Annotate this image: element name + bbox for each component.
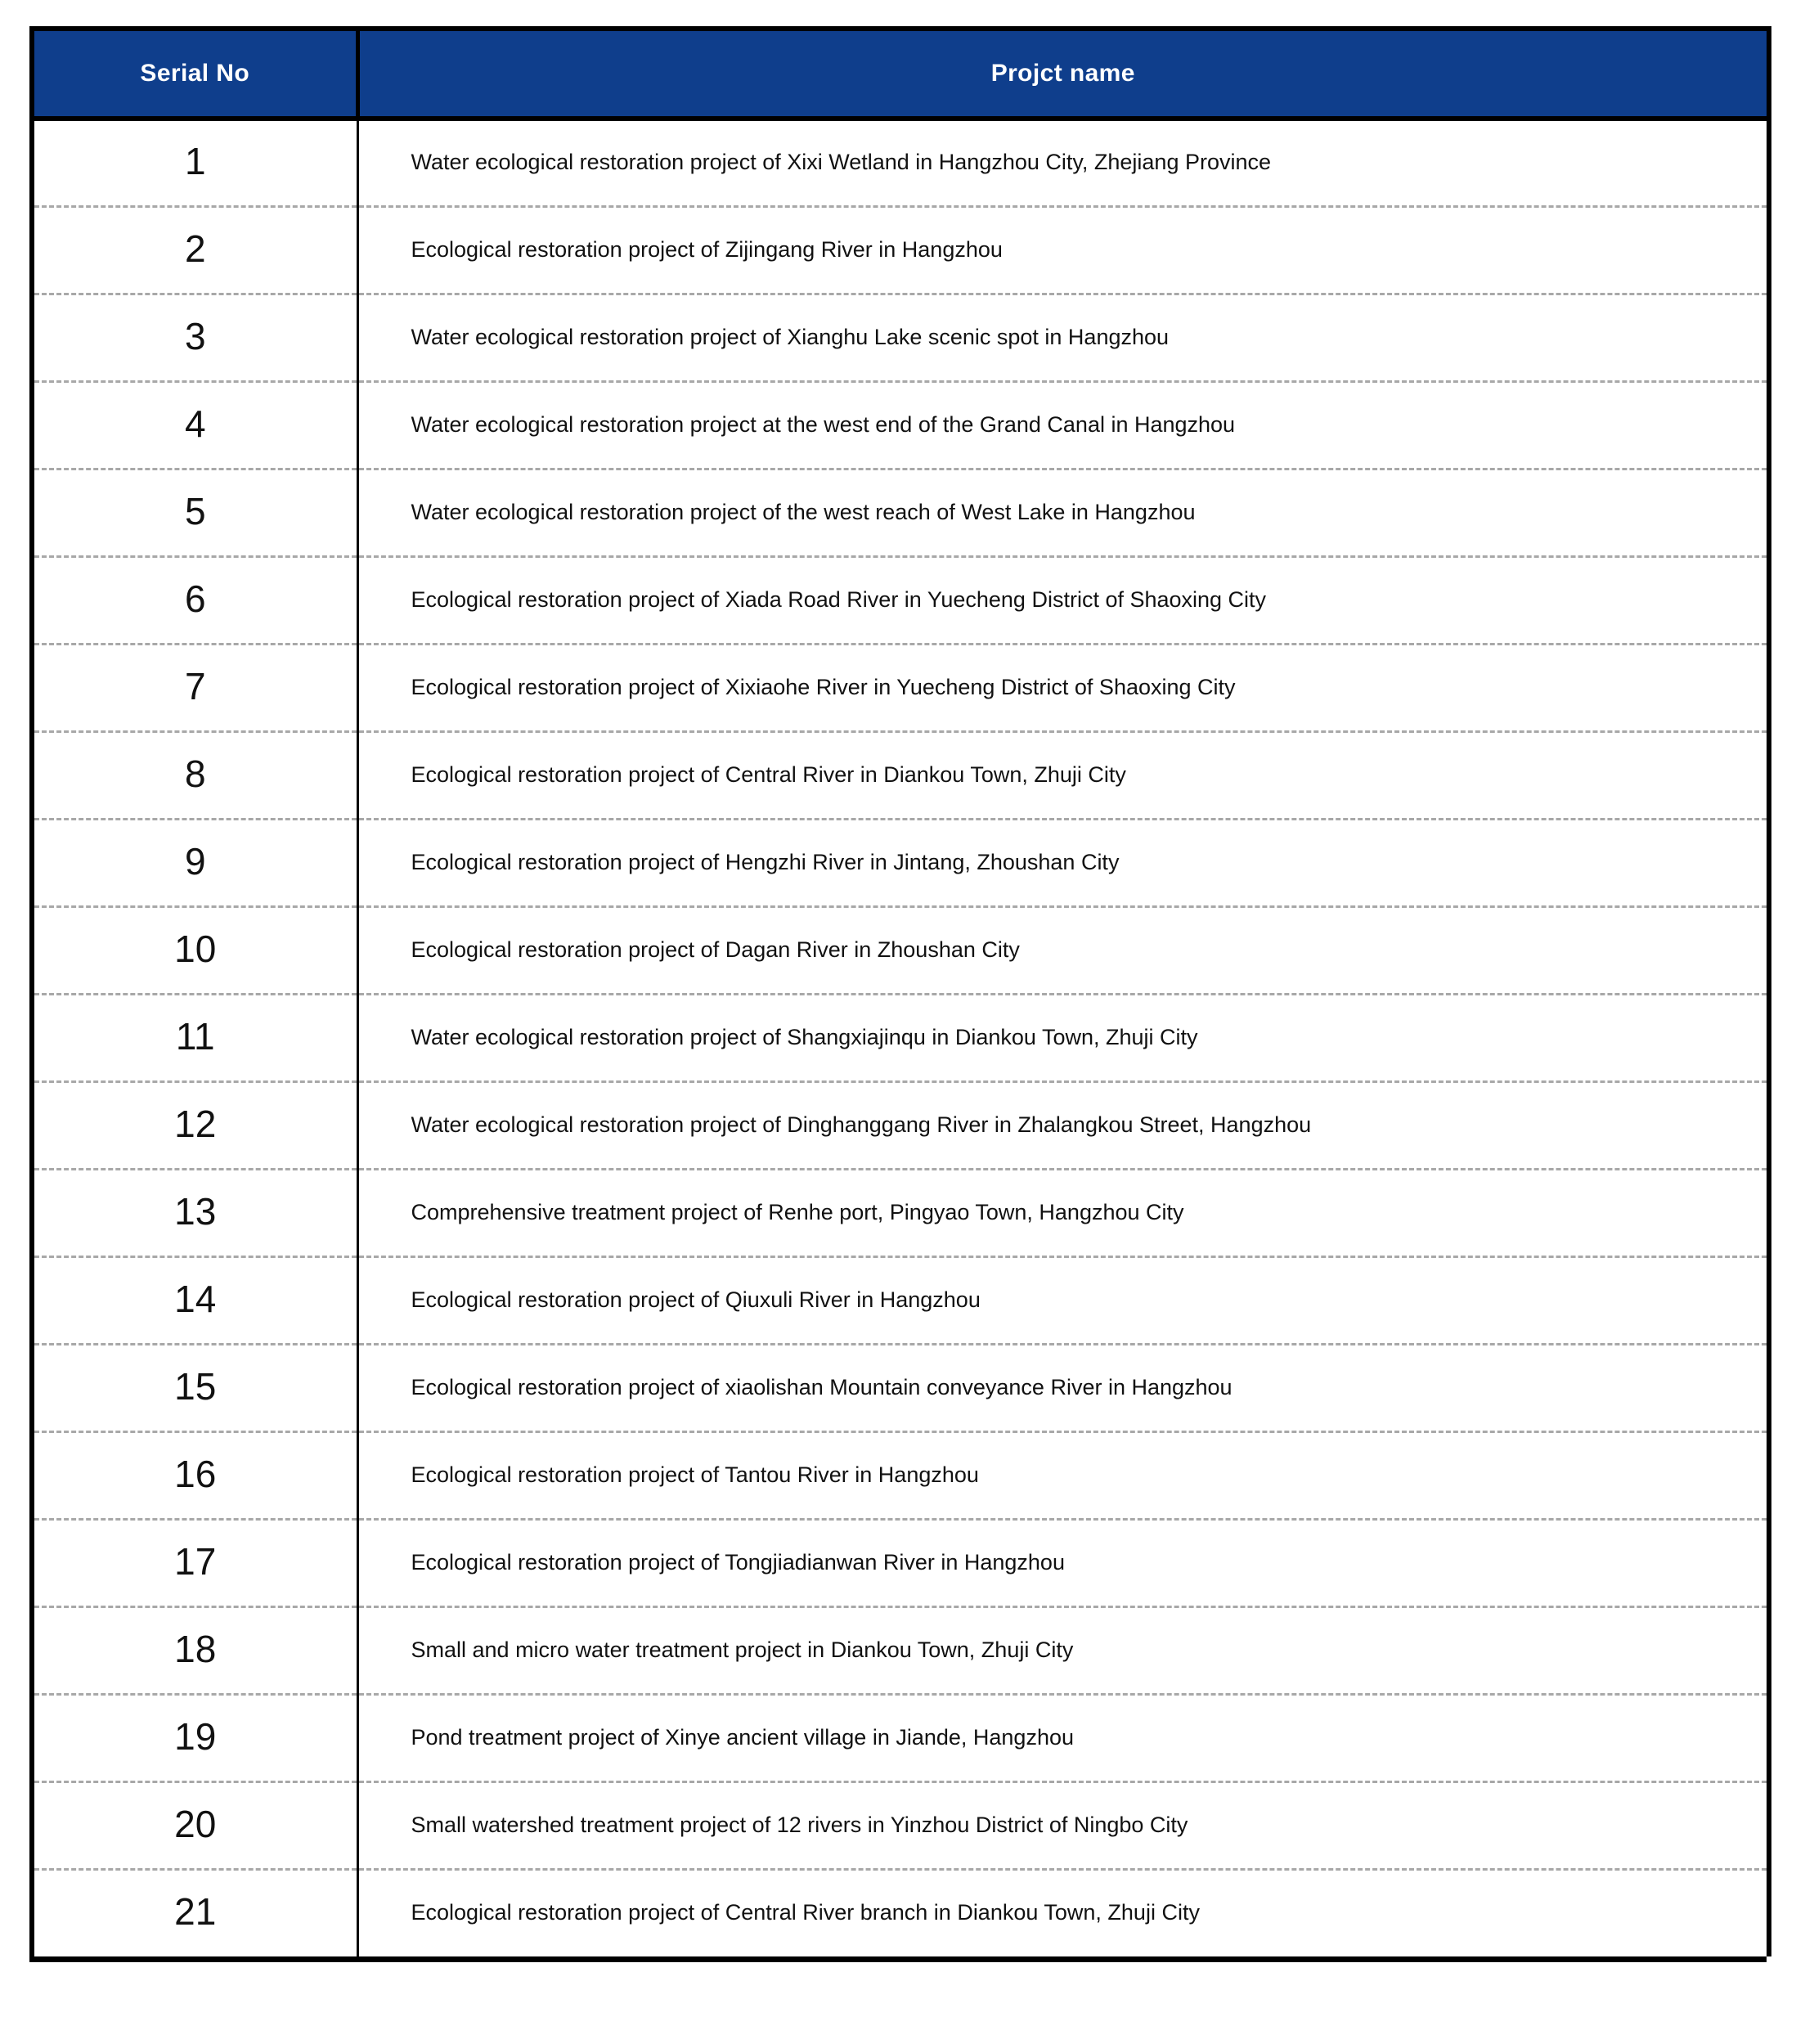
cell-serial-no: 6 xyxy=(32,556,357,644)
cell-project-name: Ecological restoration project of Tantou River in Hangzhou xyxy=(357,1431,1769,1519)
table-row xyxy=(32,119,1769,206)
table-row xyxy=(32,556,1769,644)
table-bottom-border xyxy=(29,1956,1767,1962)
cell-project-name: Ecological restoration project of Central River branch in Diankou Town, Zhuji City xyxy=(357,1869,1769,1956)
cell-serial-no: 9 xyxy=(32,819,357,906)
cell-serial-no: 10 xyxy=(32,906,357,994)
table-row xyxy=(32,294,1769,381)
cell-project-name: Ecological restoration project of xiaolishan Mountain conveyance River in Hangzhou xyxy=(357,1344,1769,1431)
table-row xyxy=(32,1256,1769,1344)
table-row xyxy=(32,381,1769,469)
cell-project-name: Water ecological restoration project of Xianghu Lake scenic spot in Hangzhou xyxy=(357,294,1769,381)
cell-serial-no: 19 xyxy=(32,1694,357,1781)
cell-serial-no: 12 xyxy=(32,1081,357,1169)
table-row xyxy=(32,469,1769,556)
cell-project-name: Ecological restoration project of Central River in Diankou Town, Zhuji City xyxy=(357,731,1769,819)
table-row xyxy=(32,731,1769,819)
cell-project-name: Water ecological restoration project of the west reach of West Lake in Hangzhou xyxy=(357,469,1769,556)
table-row xyxy=(32,1431,1769,1519)
cell-serial-no: 4 xyxy=(32,381,357,469)
table-row xyxy=(32,819,1769,906)
cell-project-name: Ecological restoration project of Hengzhi River in Jintang, Zhoushan City xyxy=(357,819,1769,906)
column-header-project-name: Projct name xyxy=(357,29,1769,119)
column-header-serial-no: Serial No xyxy=(32,29,357,119)
table-row xyxy=(32,1169,1769,1256)
cell-serial-no: 21 xyxy=(32,1869,357,1956)
table-row xyxy=(32,994,1769,1081)
table-header-row xyxy=(32,29,1769,119)
cell-project-name: Ecological restoration project of Xixiaohe River in Yuecheng District of Shaoxing City xyxy=(357,644,1769,731)
cell-project-name: Ecological restoration project of Zijingang River in Hangzhou xyxy=(357,206,1769,294)
cell-serial-no: 14 xyxy=(32,1256,357,1344)
cell-serial-no: 8 xyxy=(32,731,357,819)
table-row xyxy=(32,1606,1769,1694)
cell-project-name: Ecological restoration project of Tongjiadianwan River in Hangzhou xyxy=(357,1519,1769,1606)
table-row xyxy=(32,644,1769,731)
table-row xyxy=(32,206,1769,294)
table-row xyxy=(32,1081,1769,1169)
table-row xyxy=(32,906,1769,994)
cell-project-name: Small watershed treatment project of 12 rivers in Yinzhou District of Ningbo City xyxy=(357,1781,1769,1869)
cell-project-name: Pond treatment project of Xinye ancient village in Jiande, Hangzhou xyxy=(357,1694,1769,1781)
table-row xyxy=(32,1869,1769,1956)
cell-serial-no: 3 xyxy=(32,294,357,381)
project-table xyxy=(29,26,1771,1956)
cell-project-name: Water ecological restoration project at the west end of the Grand Canal in Hangzhou xyxy=(357,381,1769,469)
cell-serial-no: 20 xyxy=(32,1781,357,1869)
cell-serial-no: 1 xyxy=(32,119,357,206)
table-row xyxy=(32,1694,1769,1781)
cell-serial-no: 16 xyxy=(32,1431,357,1519)
cell-project-name: Ecological restoration project of Xiada Road River in Yuecheng District of Shaoxing City xyxy=(357,556,1769,644)
cell-serial-no: 7 xyxy=(32,644,357,731)
cell-serial-no: 5 xyxy=(32,469,357,556)
cell-project-name: Comprehensive treatment project of Renhe port, Pingyao Town, Hangzhou City xyxy=(357,1169,1769,1256)
cell-project-name: Water ecological restoration project of Shangxiajinqu in Diankou Town, Zhuji City xyxy=(357,994,1769,1081)
cell-project-name: Water ecological restoration project of Dinghanggang River in Zhalangkou Street, Hangzhou xyxy=(357,1081,1769,1169)
cell-project-name: Ecological restoration project of Dagan River in Zhoushan City xyxy=(357,906,1769,994)
table-row xyxy=(32,1519,1769,1606)
cell-serial-no: 18 xyxy=(32,1606,357,1694)
project-table-container xyxy=(29,26,1767,1962)
cell-serial-no: 11 xyxy=(32,994,357,1081)
cell-project-name: Water ecological restoration project of Xixi Wetland in Hangzhou City, Zhejiang Province xyxy=(357,119,1769,206)
cell-project-name: Ecological restoration project of Qiuxuli River in Hangzhou xyxy=(357,1256,1769,1344)
cell-serial-no: 13 xyxy=(32,1169,357,1256)
table-header xyxy=(32,29,1769,119)
cell-project-name: Small and micro water treatment project in Diankou Town, Zhuji City xyxy=(357,1606,1769,1694)
table-row xyxy=(32,1781,1769,1869)
cell-serial-no: 17 xyxy=(32,1519,357,1606)
cell-serial-no: 2 xyxy=(32,206,357,294)
table-row xyxy=(32,1344,1769,1431)
table-body xyxy=(32,119,1769,1956)
cell-serial-no: 15 xyxy=(32,1344,357,1431)
